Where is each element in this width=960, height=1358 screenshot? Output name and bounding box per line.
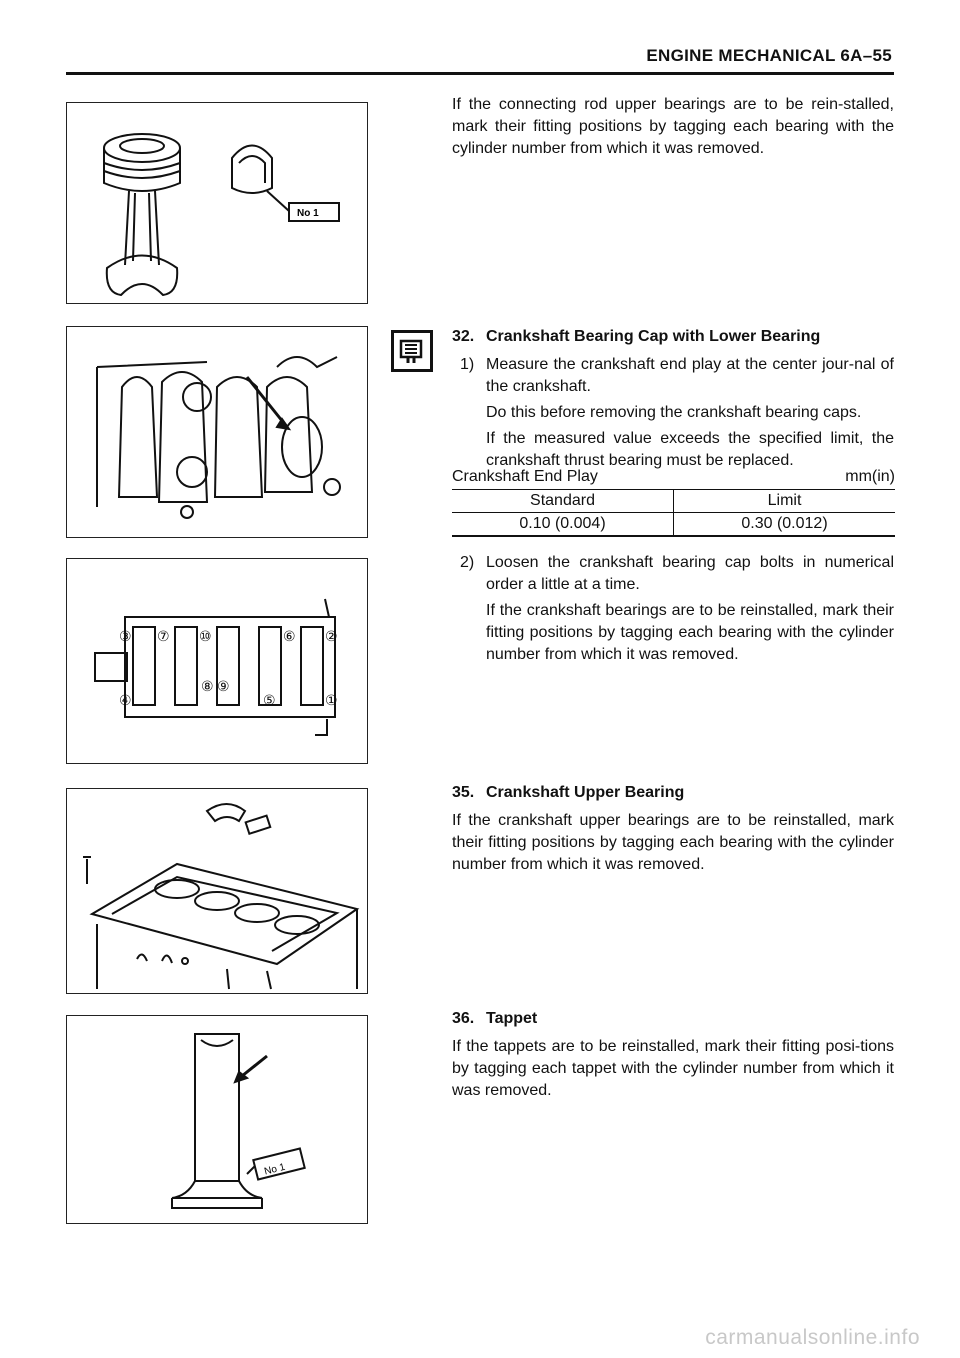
tappet-illustration xyxy=(67,1016,367,1223)
step-2-text: Loosen the crankshaft bearing cap bolts in numerical order a little at a time. xyxy=(486,554,894,593)
page-header-title: ENGINE MECHANICAL 6A–55 xyxy=(646,46,892,65)
crankshaft-end-play-illustration xyxy=(67,327,367,537)
section-32-step-2 xyxy=(452,552,894,596)
bolt-number: ② xyxy=(325,629,338,645)
step-2-number: 2) xyxy=(460,554,475,571)
step-2-note: If the crankshaft bearings are to be reinstalled, mark their fitting positions by tagging each bearing with the cylinder number from which it was removed. xyxy=(486,602,894,663)
figure-piston-connecting-rod xyxy=(66,102,368,304)
bolt-number: ④ xyxy=(119,693,132,709)
figure-crankshaft-upper-bearing xyxy=(66,788,368,994)
crankshaft-upper-bearing-illustration xyxy=(67,789,367,993)
bolt-number: ⑤ xyxy=(263,693,276,709)
step-1-number: 1) xyxy=(460,356,475,373)
step-1-note-2: If the measured value exceeds the specified limit, the crankshaft thrust bearing must be replaced. xyxy=(486,430,894,469)
step-1-note-1: Do this before removing the crankshaft bearing caps. xyxy=(486,404,862,421)
bearing-cap-bolt-order-illustration xyxy=(67,559,367,763)
bolt-number: ⑧ xyxy=(201,679,214,695)
bolt-number: ⑩ xyxy=(199,629,212,645)
special-tool-icon xyxy=(391,330,433,372)
piston-connecting-rod-illustration xyxy=(67,103,367,303)
section-36-heading xyxy=(452,1008,894,1030)
spec-col-limit: Limit xyxy=(674,490,896,513)
section-32-step-2-block xyxy=(452,552,894,676)
step-1-text: Measure the crankshaft end play at the center jour-nal of the crankshaft. xyxy=(486,356,894,395)
spec-col-standard: Standard xyxy=(452,490,674,513)
spec-standard-value: 0.10 (0.004) xyxy=(452,513,674,537)
watermark: carmanualsonline.info xyxy=(705,1326,920,1349)
section-32-heading xyxy=(452,326,894,348)
section-36-title: Tappet xyxy=(486,1010,538,1027)
intro-section xyxy=(452,94,894,170)
spec-label: Crankshaft End Play xyxy=(452,468,598,485)
section-35 xyxy=(452,782,894,886)
figure-crankshaft-end-play xyxy=(66,326,368,538)
section-36 xyxy=(452,1008,894,1112)
bolt-number: ⑦ xyxy=(157,629,170,645)
section-32-number: 32. xyxy=(452,328,475,345)
section-32-step-1 xyxy=(452,354,894,398)
bolt-number: ① xyxy=(325,693,338,709)
spec-limit-value: 0.30 (0.012) xyxy=(674,513,896,537)
bolt-number: ③ xyxy=(119,629,132,645)
spec-unit: mm(in) xyxy=(845,468,895,485)
figure-tappet xyxy=(66,1015,368,1224)
section-32-title: Crankshaft Bearing Cap with Lower Bearing xyxy=(486,328,821,345)
section-36-text: If the tappets are to be reinstalled, mark their fitting posi-tions by tagging each tappet with the cylinder number from which it was removed. xyxy=(452,1038,894,1099)
section-32 xyxy=(452,326,894,482)
section-35-heading xyxy=(452,782,894,804)
end-play-spec xyxy=(452,468,895,537)
header-rule xyxy=(66,72,894,75)
piston-tag-label: No 1 xyxy=(297,208,319,219)
intro-paragraph: If the connecting rod upper bearings are to be rein-stalled, mark their fitting positions by tagging each bearing with the cylinder number from which it was removed. xyxy=(452,96,894,157)
section-35-text: If the crankshaft upper bearings are to be reinstalled, mark their fitting positions by tagging each bearing with the cylinder number from which it was removed. xyxy=(452,812,894,873)
figure-bearing-cap-bolt-order xyxy=(66,558,368,764)
section-35-number: 35. xyxy=(452,784,475,801)
section-36-number: 36. xyxy=(452,1010,475,1027)
bolt-number: ⑨ xyxy=(217,679,230,695)
bolt-number: ⑥ xyxy=(283,629,296,645)
section-35-title: Crankshaft Upper Bearing xyxy=(486,784,685,801)
spec-table xyxy=(452,490,895,537)
spec-header xyxy=(452,468,895,490)
tappet-tag-label: No 1 xyxy=(263,1161,287,1178)
